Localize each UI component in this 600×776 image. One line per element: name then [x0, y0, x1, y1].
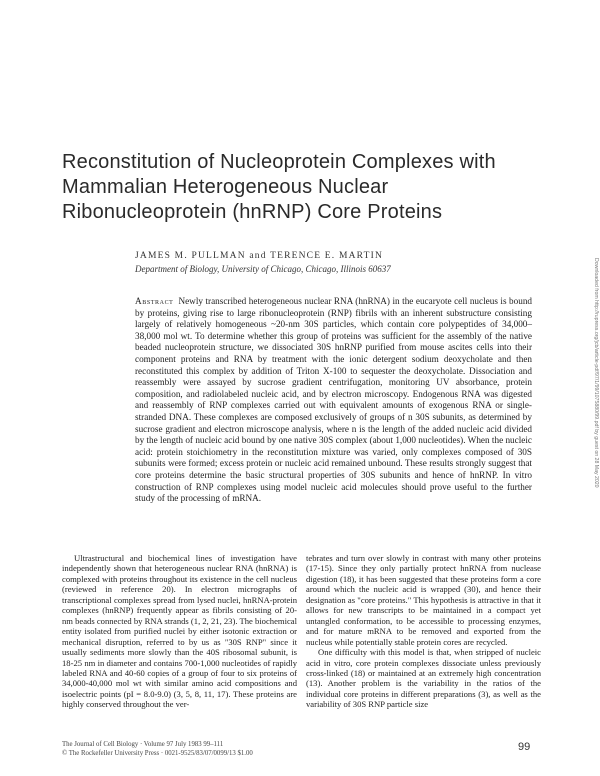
- author-affiliation: Department of Biology, University of Chicago, Chicago, Illinois 60637: [135, 264, 391, 274]
- abstract-text: Newly transcribed heterogeneous nuclear RNA (hnRNA) in the eucaryote cell nucleus is bound by proteins, giving rise to large ribonucleoprotein (RNP) fibrils with an inherent substructure consisting largely of relatively homogeneous ~20-nm 30S particles, which contain core polypeptides of 34,000–38,000 mol wt. To determine whether this group of proteins was sufficient for the assembly of the native beaded nucleoprotein structure, we dissociated 30S hnRNP purified from mouse ascites cells into their component proteins and RNA by treatment with the ionic detergent sodium deoxycholate and then reconstituted this complex by addition of Triton X-100 to sequester the deoxycholate. Dissociation and reassembly were assayed by sucrose gradient centrifugation, monitoring UV absorbance, protein composition, and radiolabeled nucleic acid, and by electron microscopy. Endogenous RNA was digested and reassembly of RNP complexes carried out with equivalent amounts of exogenous RNA or single-stranded DNA. These complexes are composed exclusively of groups of n 30S subunits, as determined by sucrose gradient and electron microscope analysis, where n is the length of the added nucleic acid divided by the length of nucleic acid bound by one native 30S complex (about 1,000 nucleotides). When the nucleic acid: protein stoichiometry in the reconstitution mixture was varied, only complexes composed of 30S subunits were formed; excess protein or nucleic acid remained unbound. These results strongly suggest that core proteins determine the basic structural properties of 30S subunits and hence of hnRNP. In vitro construction of RNP complexes using model nucleic acid molecules should prove useful to the further study of the processing of mRNA.: [135, 296, 533, 504]
- body-paragraph: tebrates and turn over slowly in contrast with many other proteins (17-15). Since they only partially protect hnRNA from nuclease digestion (18), it has been suggested that these proteins form a core around which the nucleic acid is wrapped (30), and hence their designation as "core proteins." This hypothesis is attractive in that it allows for new transcripts to be maintained in a compact yet untangled conformation, to be accessible to processing enzymes, and for mature mRNA to be removed and exported from the nucleus while potentially stable protein cores are recycled.: [306, 553, 541, 647]
- page-footer: [62, 740, 362, 758]
- body-paragraph: Ultrastructural and biochemical lines of investigation have independently shown that heterogeneous nuclear RNA (hnRNA) is complexed with proteins throughout its existence in the cell nucleus (reviewed in reference 20). In electron micrographs of transcriptional complexes spread from lysed nuclei, hnRNA-protein complexes (hnRNP) frequently appear as fibrils consisting of 20-nm beads connected by RNA strands (1, 2, 21, 23). The biochemical entity isolated from purified nuclei by either isotonic extraction or mechanical disruption, referred to by us as "30S RNP" since it usually sediments more slowly than the 40S ribosomal subunit, is 18-25 nm in diameter and contains 700-1,000 nucleotides of rapidly labeled RNA and 40-60 copies of a group of four to six proteins of 34,000-40,000 mol wt with similar amino acid compositions and isoelectric points (pI = 8.0-9.0) (3, 5, 8, 11, 17). These proteins are highly conserved throughout the ver-: [62, 553, 297, 710]
- abstract-label: Abstract: [135, 296, 174, 306]
- download-watermark-text: Downloaded from http://rupress.org/jcb/article-pdf/97/1/99/1075880/99.pdf by guest on 28 May 2020: [593, 258, 599, 488]
- copyright-line: © The Rockefeller University Press · 0021-9525/83/07/0099/13 $1.00: [62, 750, 253, 757]
- article-title: Reconstitution of Nucleoprotein Complexes with Mammalian Heterogeneous Nuclear Ribonucleoprotein (hnRNP) Core Proteins: [62, 151, 496, 223]
- download-watermark: [593, 258, 599, 578]
- body-column-right: [306, 553, 541, 710]
- body-column-left: [62, 553, 297, 710]
- journal-citation: The Journal of Cell Biology · Volume 97 July 1983 99–111: [62, 741, 224, 748]
- body-paragraph: One difficulty with this model is that, when stripped of nucleic acid in vitro, core protein complexes dissociate unless previously cross-linked (18) or maintained at an extremely high concentration (13). Another problem is the variability in the ratios of the individual core proteins in different preparations (3), as well as the variability of 30S RNP particle size: [306, 647, 541, 710]
- author-line: JAMES M. PULLMAN and TERENCE E. MARTIN: [135, 251, 384, 261]
- page-number: 99: [518, 741, 531, 753]
- abstract: [135, 296, 532, 505]
